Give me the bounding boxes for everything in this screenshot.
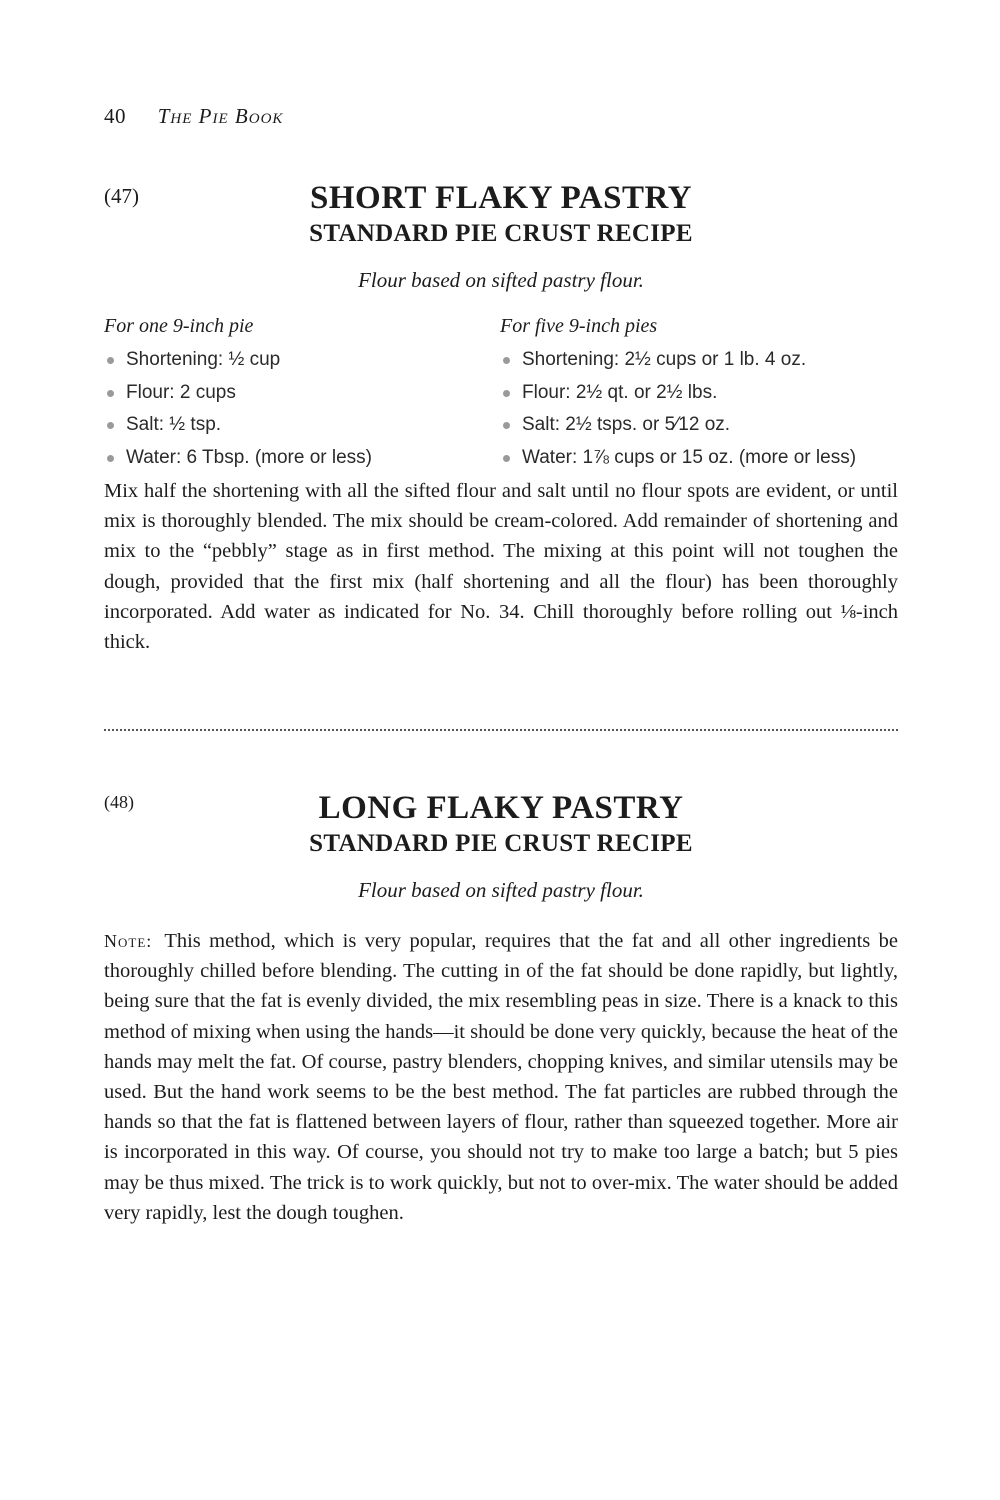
bullet-icon <box>503 390 510 397</box>
page-number: 40 <box>104 104 126 128</box>
column-heading: For five 9-inch pies <box>500 315 658 337</box>
ingredients-five-pies <box>500 312 900 474</box>
recipe-47 <box>104 178 898 657</box>
bullet-icon <box>107 422 114 429</box>
recipe-number: (47) <box>104 184 139 208</box>
recipe-number: (48) <box>104 792 134 812</box>
ingredient-text: Water: 6 Tbsp. (more or less) <box>126 446 373 468</box>
recipe-basis: Flour based on sifted pastry flour. <box>358 268 644 292</box>
note-text: This method, which is very popular, requires that the fat and all other ingredients be thoroughly chilled before blending. The cutting in of the fat should be done rapidly, but lightly, being sure that the fat is evenly divided, the mix resembling peas in size. There is a knack to this method of mixing when using the hands—it should be done very quickly, because the heat of the hands may melt the fat. Of course, pastry blenders, chopping knives, and similar utensils may be used. But the hand work seems to be the best method. The fat particles are rubbed through the hands so that the fat is flattened between layers of flour, rather than squeezed together. More air is incorporated in this way. Of course, you should not try to make too large a batch; but 5 pies may be thus mixed. The trick is to work quickly, but not to over-mix. The water should be added very rapidly, lest the dough toughen. <box>104 930 899 1224</box>
ingredient-list <box>500 344 900 474</box>
recipe-basis: Flour based on sifted pastry flour. <box>358 878 644 902</box>
recipe-subtitle: STANDARD PIE CRUST RECIPE <box>309 830 693 857</box>
ingredient-columns <box>104 312 898 468</box>
section-divider <box>104 729 898 731</box>
ingredient-list <box>104 344 484 474</box>
ingredient-text: Water: 1⅞ cups or 15 oz. (more or less) <box>522 446 857 468</box>
ingredient-text: Salt: ½ tsp. <box>126 414 222 435</box>
ingredient-item <box>104 442 484 475</box>
book-title: The Pie Book <box>157 104 284 128</box>
bullet-icon <box>503 422 510 429</box>
ingredient-item <box>104 344 484 377</box>
ingredient-text: Shortening: 2½ cups or 1 lb. 4 oz. <box>522 349 807 370</box>
ingredient-item <box>500 442 900 475</box>
recipe-48 <box>104 788 898 1228</box>
ingredient-text: Shortening: ½ cup <box>126 349 281 370</box>
bullet-icon <box>107 390 114 397</box>
bullet-icon <box>107 357 114 364</box>
recipe-method: Mix half the shortening with all the sifted flour and salt until no flour spots are evident, or until mix is thoroughly blended. The mix should be cream-colored. Add remainder of shortening and mix to the “pebbly” stage as in first method. The mixing at this point will not toughen the dough, provided that the first mix (half shortening and all the flour) has been thoroughly incorporated. Add water as indicated for No. 34. Chill thoroughly before rolling out ⅛-inch thick. <box>104 480 898 654</box>
column-heading: For one 9-inch pie <box>104 315 254 337</box>
book-page <box>104 0 898 1500</box>
bullet-icon <box>503 455 510 462</box>
ingredient-text: Flour: 2 cups <box>126 381 236 403</box>
ingredient-item <box>500 377 900 410</box>
ingredient-item <box>500 344 900 377</box>
bullet-icon <box>503 357 510 364</box>
recipe-title: SHORT FLAKY PASTRY <box>310 180 692 216</box>
recipe-title: LONG FLAKY PASTRY <box>318 790 684 826</box>
ingredient-item <box>500 409 900 442</box>
ingredient-item <box>104 409 484 442</box>
recipe-subtitle: STANDARD PIE CRUST RECIPE <box>309 220 693 247</box>
running-head <box>104 104 283 129</box>
ingredient-item <box>104 377 484 410</box>
note-label: Note: <box>104 931 153 951</box>
bullet-icon <box>107 455 114 462</box>
ingredient-text: Salt: 2½ tsps. or 5⁄12 oz. <box>522 414 731 435</box>
recipe-note <box>104 926 898 1228</box>
ingredient-text: Flour: 2½ qt. or 2½ lbs. <box>522 381 718 403</box>
ingredients-one-pie <box>104 312 484 474</box>
